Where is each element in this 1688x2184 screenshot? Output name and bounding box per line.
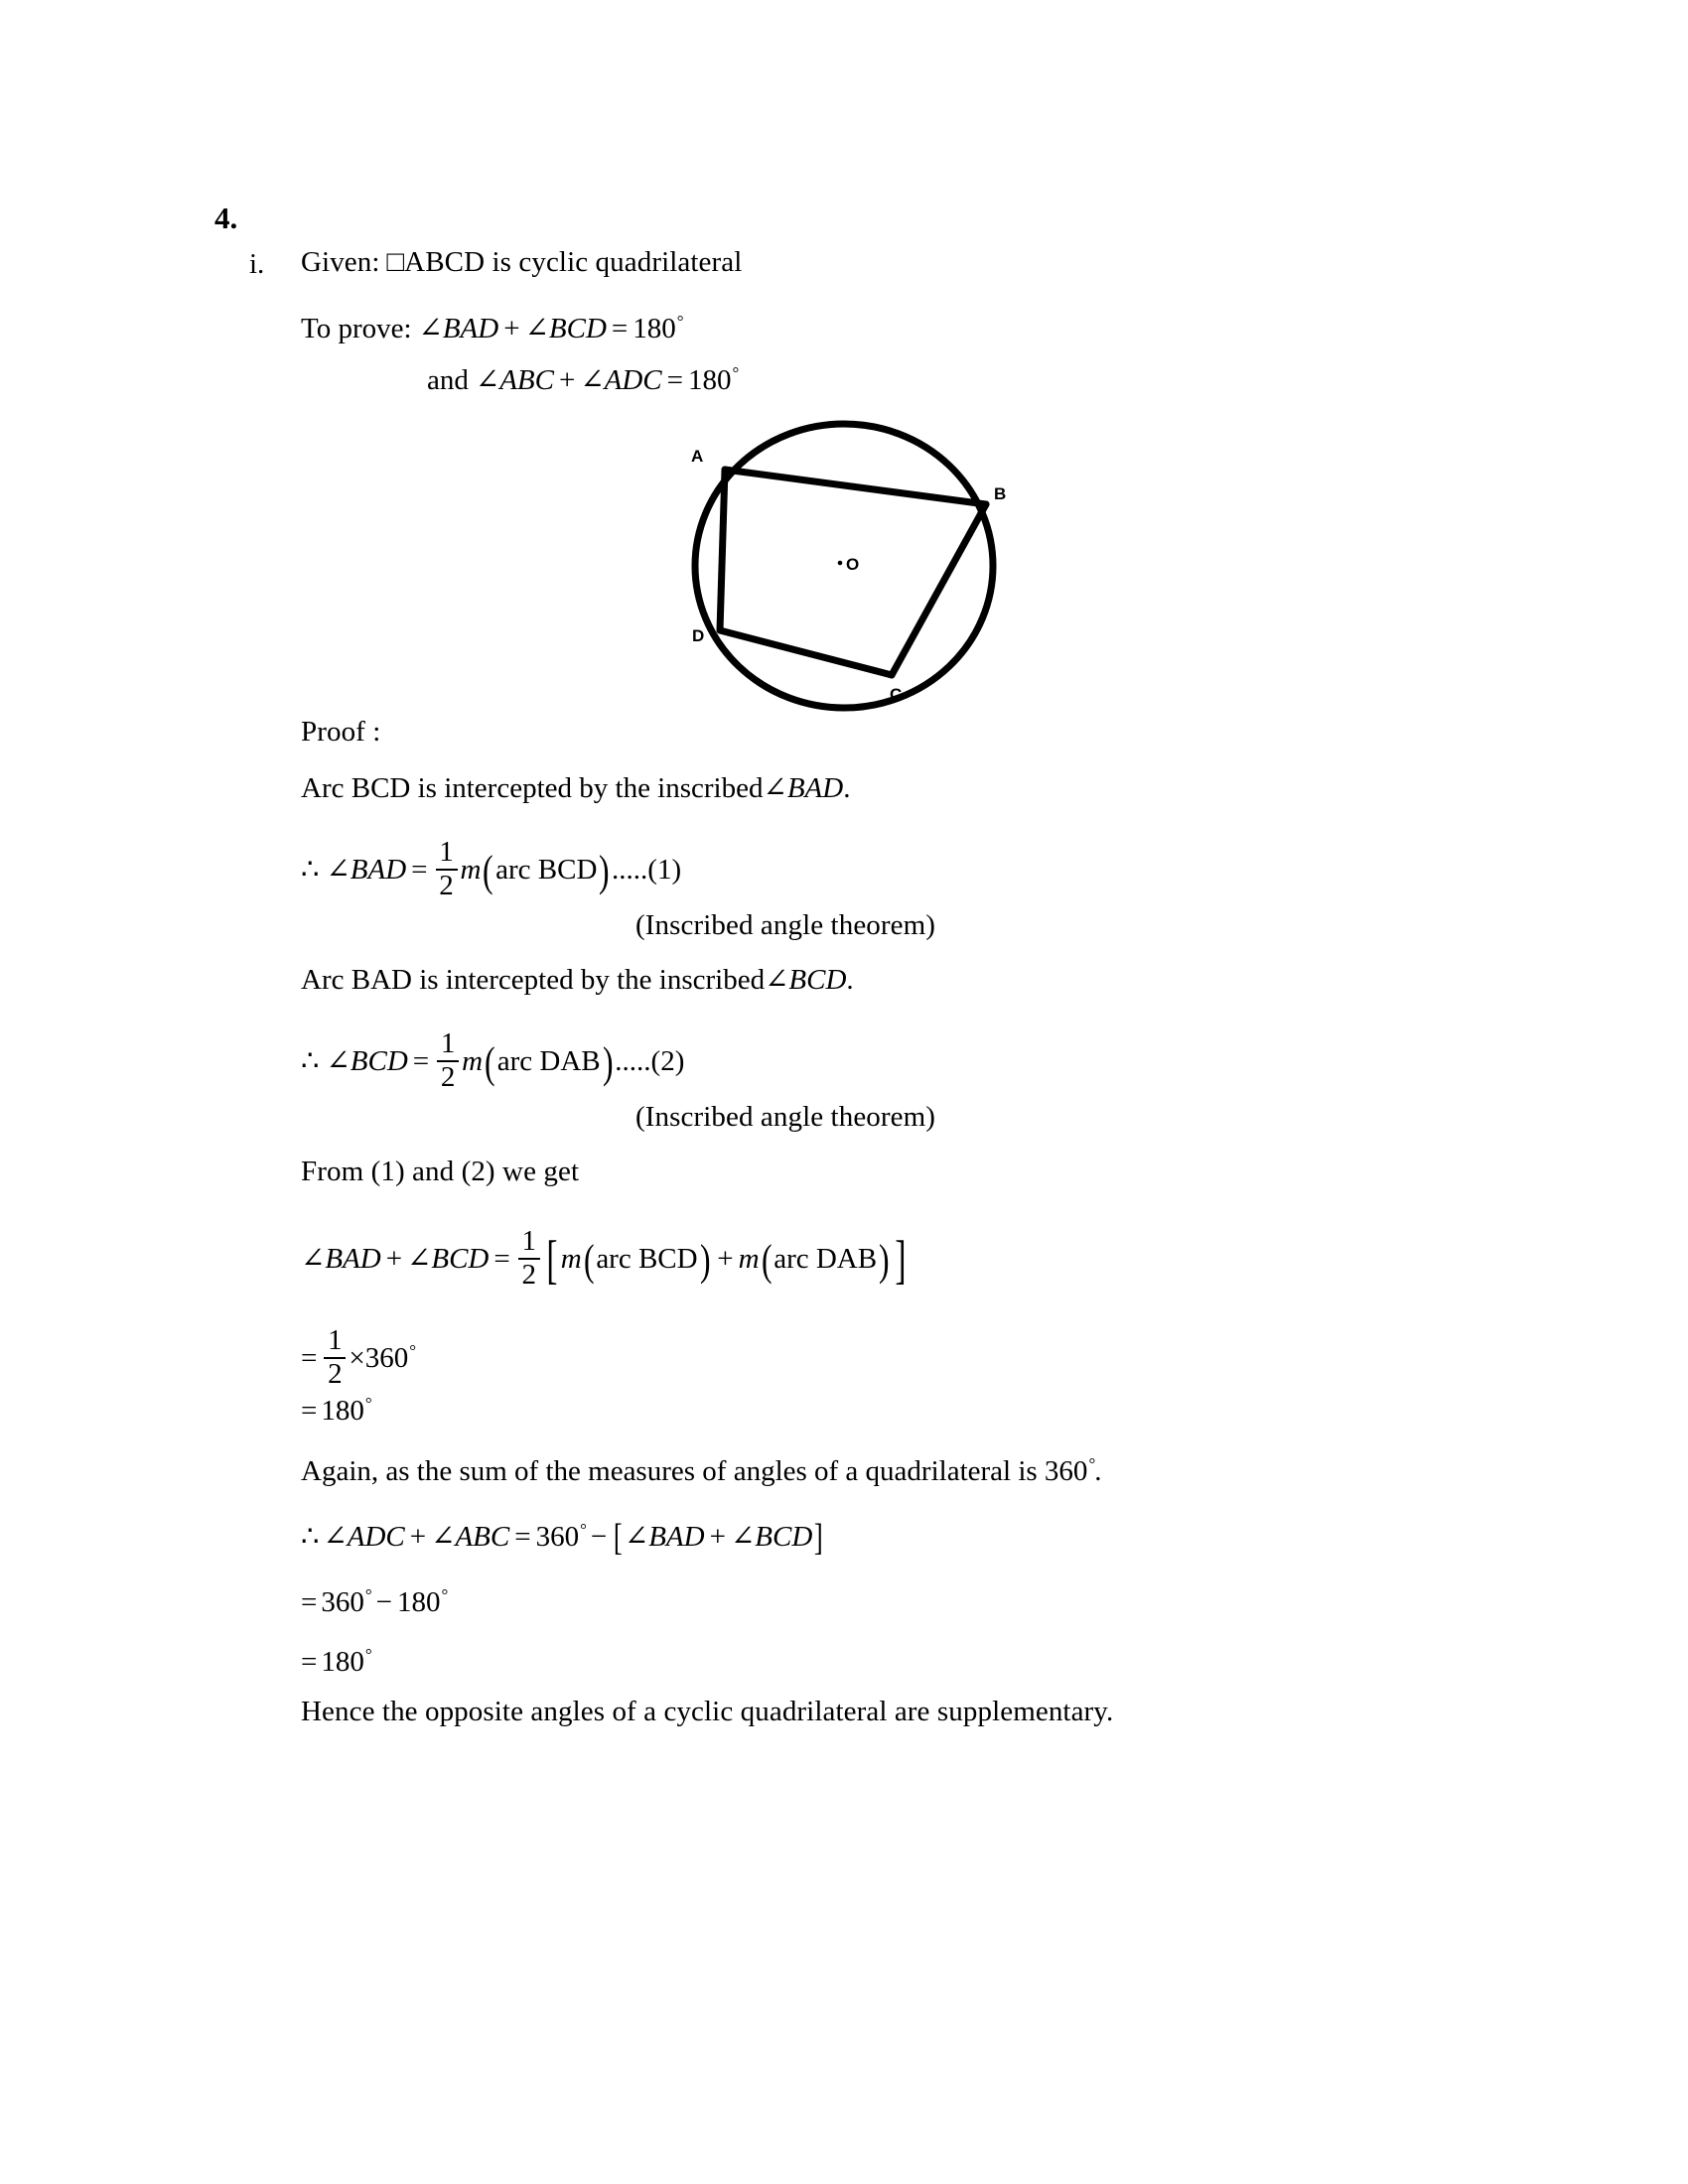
open-paren: ( bbox=[583, 1235, 595, 1285]
measure-m: m bbox=[560, 1243, 582, 1276]
center-label-o: O bbox=[846, 555, 860, 574]
equation-3-angle-a: BAD bbox=[325, 1243, 381, 1276]
equation-1 bbox=[301, 836, 682, 901]
statement-2-angle: BCD bbox=[788, 964, 847, 996]
fraction-numerator: 1 bbox=[521, 1225, 536, 1257]
degree-symbol: ° bbox=[1088, 1454, 1096, 1473]
close-bracket: ] bbox=[895, 1229, 907, 1290]
equation-2-angle: BCD bbox=[350, 1045, 408, 1078]
vertex-label-d: D bbox=[692, 626, 705, 645]
degree-symbol: ° bbox=[364, 1645, 372, 1664]
vertex-label-b: B bbox=[994, 484, 1007, 503]
close-paren: ) bbox=[602, 1037, 614, 1087]
equation-3-arc-1: arc BCD bbox=[596, 1243, 698, 1276]
equation-2 bbox=[301, 1027, 685, 1093]
and-label: and bbox=[427, 364, 469, 396]
angle-symbol: ∠ bbox=[326, 854, 351, 887]
segment-da bbox=[720, 470, 725, 630]
statement-1-suffix: . bbox=[843, 772, 851, 804]
angle-symbol: ∠ bbox=[323, 1521, 348, 1553]
angle-bad: BAD bbox=[442, 313, 499, 344]
again-period: . bbox=[1094, 1455, 1102, 1487]
measure-m: m bbox=[460, 854, 482, 887]
minus-operator: − bbox=[375, 1586, 393, 1618]
value-180: 180 bbox=[688, 364, 732, 396]
fraction-numerator: 1 bbox=[439, 836, 454, 868]
degree-symbol: ° bbox=[364, 1394, 372, 1413]
measure-m: m bbox=[462, 1045, 484, 1078]
equation-1-ref: .....(1) bbox=[612, 854, 682, 887]
degree-symbol: ° bbox=[732, 363, 740, 382]
equals-operator: = bbox=[493, 1243, 510, 1276]
equation-7-right: 180 bbox=[397, 1586, 441, 1618]
plus-operator: + bbox=[558, 364, 576, 396]
theorem-note-1: (Inscribed angle theorem) bbox=[635, 909, 936, 941]
angle-symbol: ∠ bbox=[326, 1045, 351, 1078]
from-line: From (1) and (2) we get bbox=[301, 1156, 580, 1187]
equation-7 bbox=[301, 1585, 449, 1618]
equation-6-angle-a: ADC bbox=[347, 1521, 405, 1553]
statement-1-angle: BAD bbox=[786, 772, 844, 804]
center-point-dot bbox=[838, 561, 843, 566]
statement-1-prefix: Arc BCD is intercepted by the inscribed bbox=[301, 772, 764, 804]
equation-6 bbox=[301, 1517, 825, 1560]
degree-symbol: ° bbox=[580, 1520, 587, 1539]
equation-3 bbox=[301, 1225, 910, 1291]
times-operator: × bbox=[349, 1342, 365, 1375]
fraction-denominator: 2 bbox=[440, 1060, 456, 1093]
fraction-denominator: 2 bbox=[439, 869, 454, 901]
equals-operator: = bbox=[301, 1395, 318, 1427]
item-marker: i. bbox=[249, 248, 265, 280]
angle-symbol: ∠ bbox=[301, 1243, 326, 1276]
angle-bcd: BCD bbox=[548, 313, 607, 344]
equation-3-angle-b: BCD bbox=[431, 1243, 490, 1276]
equation-7-left: 360 bbox=[321, 1586, 364, 1618]
equation-6-bracket-b: BCD bbox=[755, 1521, 813, 1553]
equals-operator: = bbox=[301, 1586, 318, 1618]
angle-symbol: ∠ bbox=[431, 1521, 456, 1553]
angle-adc: ADC bbox=[604, 364, 662, 396]
to-prove-label: To prove: bbox=[301, 313, 412, 344]
again-line bbox=[301, 1454, 1102, 1487]
open-paren: ( bbox=[761, 1235, 773, 1285]
equation-1-angle: BAD bbox=[350, 854, 407, 887]
equation-6-angle-b: ABC bbox=[455, 1521, 510, 1553]
to-prove-line-1 bbox=[301, 312, 684, 344]
proof-label: Proof : bbox=[301, 716, 381, 748]
plus-operator: + bbox=[409, 1521, 427, 1553]
equation-4 bbox=[301, 1324, 417, 1390]
fraction-numerator: 1 bbox=[440, 1027, 456, 1059]
measure-m: m bbox=[738, 1243, 760, 1276]
cyclic-quadrilateral-diagram bbox=[655, 412, 1033, 730]
equals-operator: = bbox=[611, 313, 629, 344]
minus-operator: − bbox=[590, 1521, 608, 1553]
equation-8 bbox=[301, 1645, 372, 1678]
angle-symbol: ∠ bbox=[730, 1521, 756, 1553]
fraction-denominator: 2 bbox=[521, 1258, 536, 1291]
question-number: 4. bbox=[214, 201, 238, 235]
conclusion-line: Hence the opposite angles of a cyclic quadrilateral are supplementary. bbox=[301, 1696, 1114, 1727]
equals-operator: = bbox=[411, 854, 428, 887]
equals-operator: = bbox=[301, 1646, 318, 1678]
angle-symbol: ∠ bbox=[580, 364, 605, 396]
given-label: Given: bbox=[301, 246, 380, 278]
fraction-numerator: 1 bbox=[328, 1324, 343, 1356]
plus-operator: + bbox=[503, 313, 520, 344]
angle-symbol: ∠ bbox=[418, 313, 443, 344]
equation-3-arc-2: arc DAB bbox=[774, 1243, 878, 1276]
to-prove-line-2 bbox=[427, 363, 740, 396]
fraction-one-half bbox=[437, 1029, 459, 1092]
diagram-svg bbox=[655, 412, 1033, 730]
equation-4-value: 360 bbox=[364, 1342, 409, 1375]
equals-operator: = bbox=[666, 364, 683, 396]
degree-symbol: ° bbox=[441, 1585, 449, 1604]
fraction-one-half bbox=[518, 1227, 540, 1290]
quadrilateral-symbol: □ bbox=[386, 246, 405, 278]
therefore-symbol: ∴ bbox=[301, 1521, 320, 1553]
again-text: Again, as the sum of the measures of angles of a quadrilateral is 360 bbox=[301, 1455, 1088, 1487]
open-bracket: [ bbox=[546, 1229, 558, 1290]
equation-1-arc: arc BCD bbox=[495, 854, 598, 887]
equation-6-value: 360 bbox=[535, 1521, 580, 1553]
angle-symbol: ∠ bbox=[624, 1521, 649, 1553]
given-line bbox=[301, 248, 742, 277]
angle-symbol: ∠ bbox=[407, 1243, 432, 1276]
segment-ab bbox=[725, 470, 986, 504]
plus-operator: + bbox=[385, 1243, 403, 1276]
equation-5-value: 180 bbox=[321, 1395, 364, 1427]
plus-operator: + bbox=[709, 1521, 726, 1553]
close-paren: ) bbox=[699, 1235, 711, 1285]
angle-symbol: ∠ bbox=[765, 964, 789, 996]
angle-symbol: ∠ bbox=[763, 772, 787, 804]
open-bracket: [ bbox=[614, 1517, 624, 1560]
vertex-label-c: C bbox=[890, 685, 903, 704]
angle-symbol: ∠ bbox=[524, 313, 549, 344]
angle-abc: ABC bbox=[499, 364, 554, 396]
theorem-note-2: (Inscribed angle theorem) bbox=[635, 1101, 936, 1133]
plus-operator: + bbox=[717, 1243, 734, 1276]
value-180: 180 bbox=[633, 313, 676, 344]
degree-symbol: ° bbox=[676, 312, 684, 331]
equation-2-arc: arc DAB bbox=[496, 1045, 601, 1078]
statement-2-suffix: . bbox=[846, 964, 854, 996]
equation-8-value: 180 bbox=[321, 1646, 364, 1678]
therefore-symbol: ∴ bbox=[301, 854, 320, 887]
close-paren: ) bbox=[879, 1235, 890, 1285]
equation-2-ref: .....(2) bbox=[615, 1045, 685, 1078]
equals-operator: = bbox=[301, 1342, 318, 1375]
close-bracket: ] bbox=[814, 1517, 824, 1560]
vertex-label-a: A bbox=[691, 447, 704, 466]
close-paren: ) bbox=[599, 846, 610, 895]
degree-symbol: ° bbox=[409, 1341, 417, 1361]
fraction-denominator: 2 bbox=[328, 1357, 343, 1390]
equals-operator: = bbox=[514, 1521, 531, 1553]
angle-symbol: ∠ bbox=[475, 364, 500, 396]
equals-operator: = bbox=[412, 1045, 430, 1078]
segment-bc bbox=[892, 504, 986, 675]
degree-symbol: ° bbox=[364, 1585, 372, 1604]
open-paren: ( bbox=[483, 846, 494, 895]
fraction-one-half bbox=[324, 1326, 346, 1389]
equation-6-bracket-a: BAD bbox=[648, 1521, 705, 1553]
fraction-one-half bbox=[436, 838, 458, 900]
therefore-symbol: ∴ bbox=[301, 1045, 320, 1078]
open-paren: ( bbox=[485, 1037, 495, 1087]
given-text: ABCD is cyclic quadrilateral bbox=[404, 246, 743, 278]
equation-5 bbox=[301, 1394, 372, 1427]
statement-line-2 bbox=[301, 966, 854, 995]
statement-2-prefix: Arc BAD is intercepted by the inscribed bbox=[301, 964, 766, 996]
statement-line-1 bbox=[301, 774, 850, 803]
